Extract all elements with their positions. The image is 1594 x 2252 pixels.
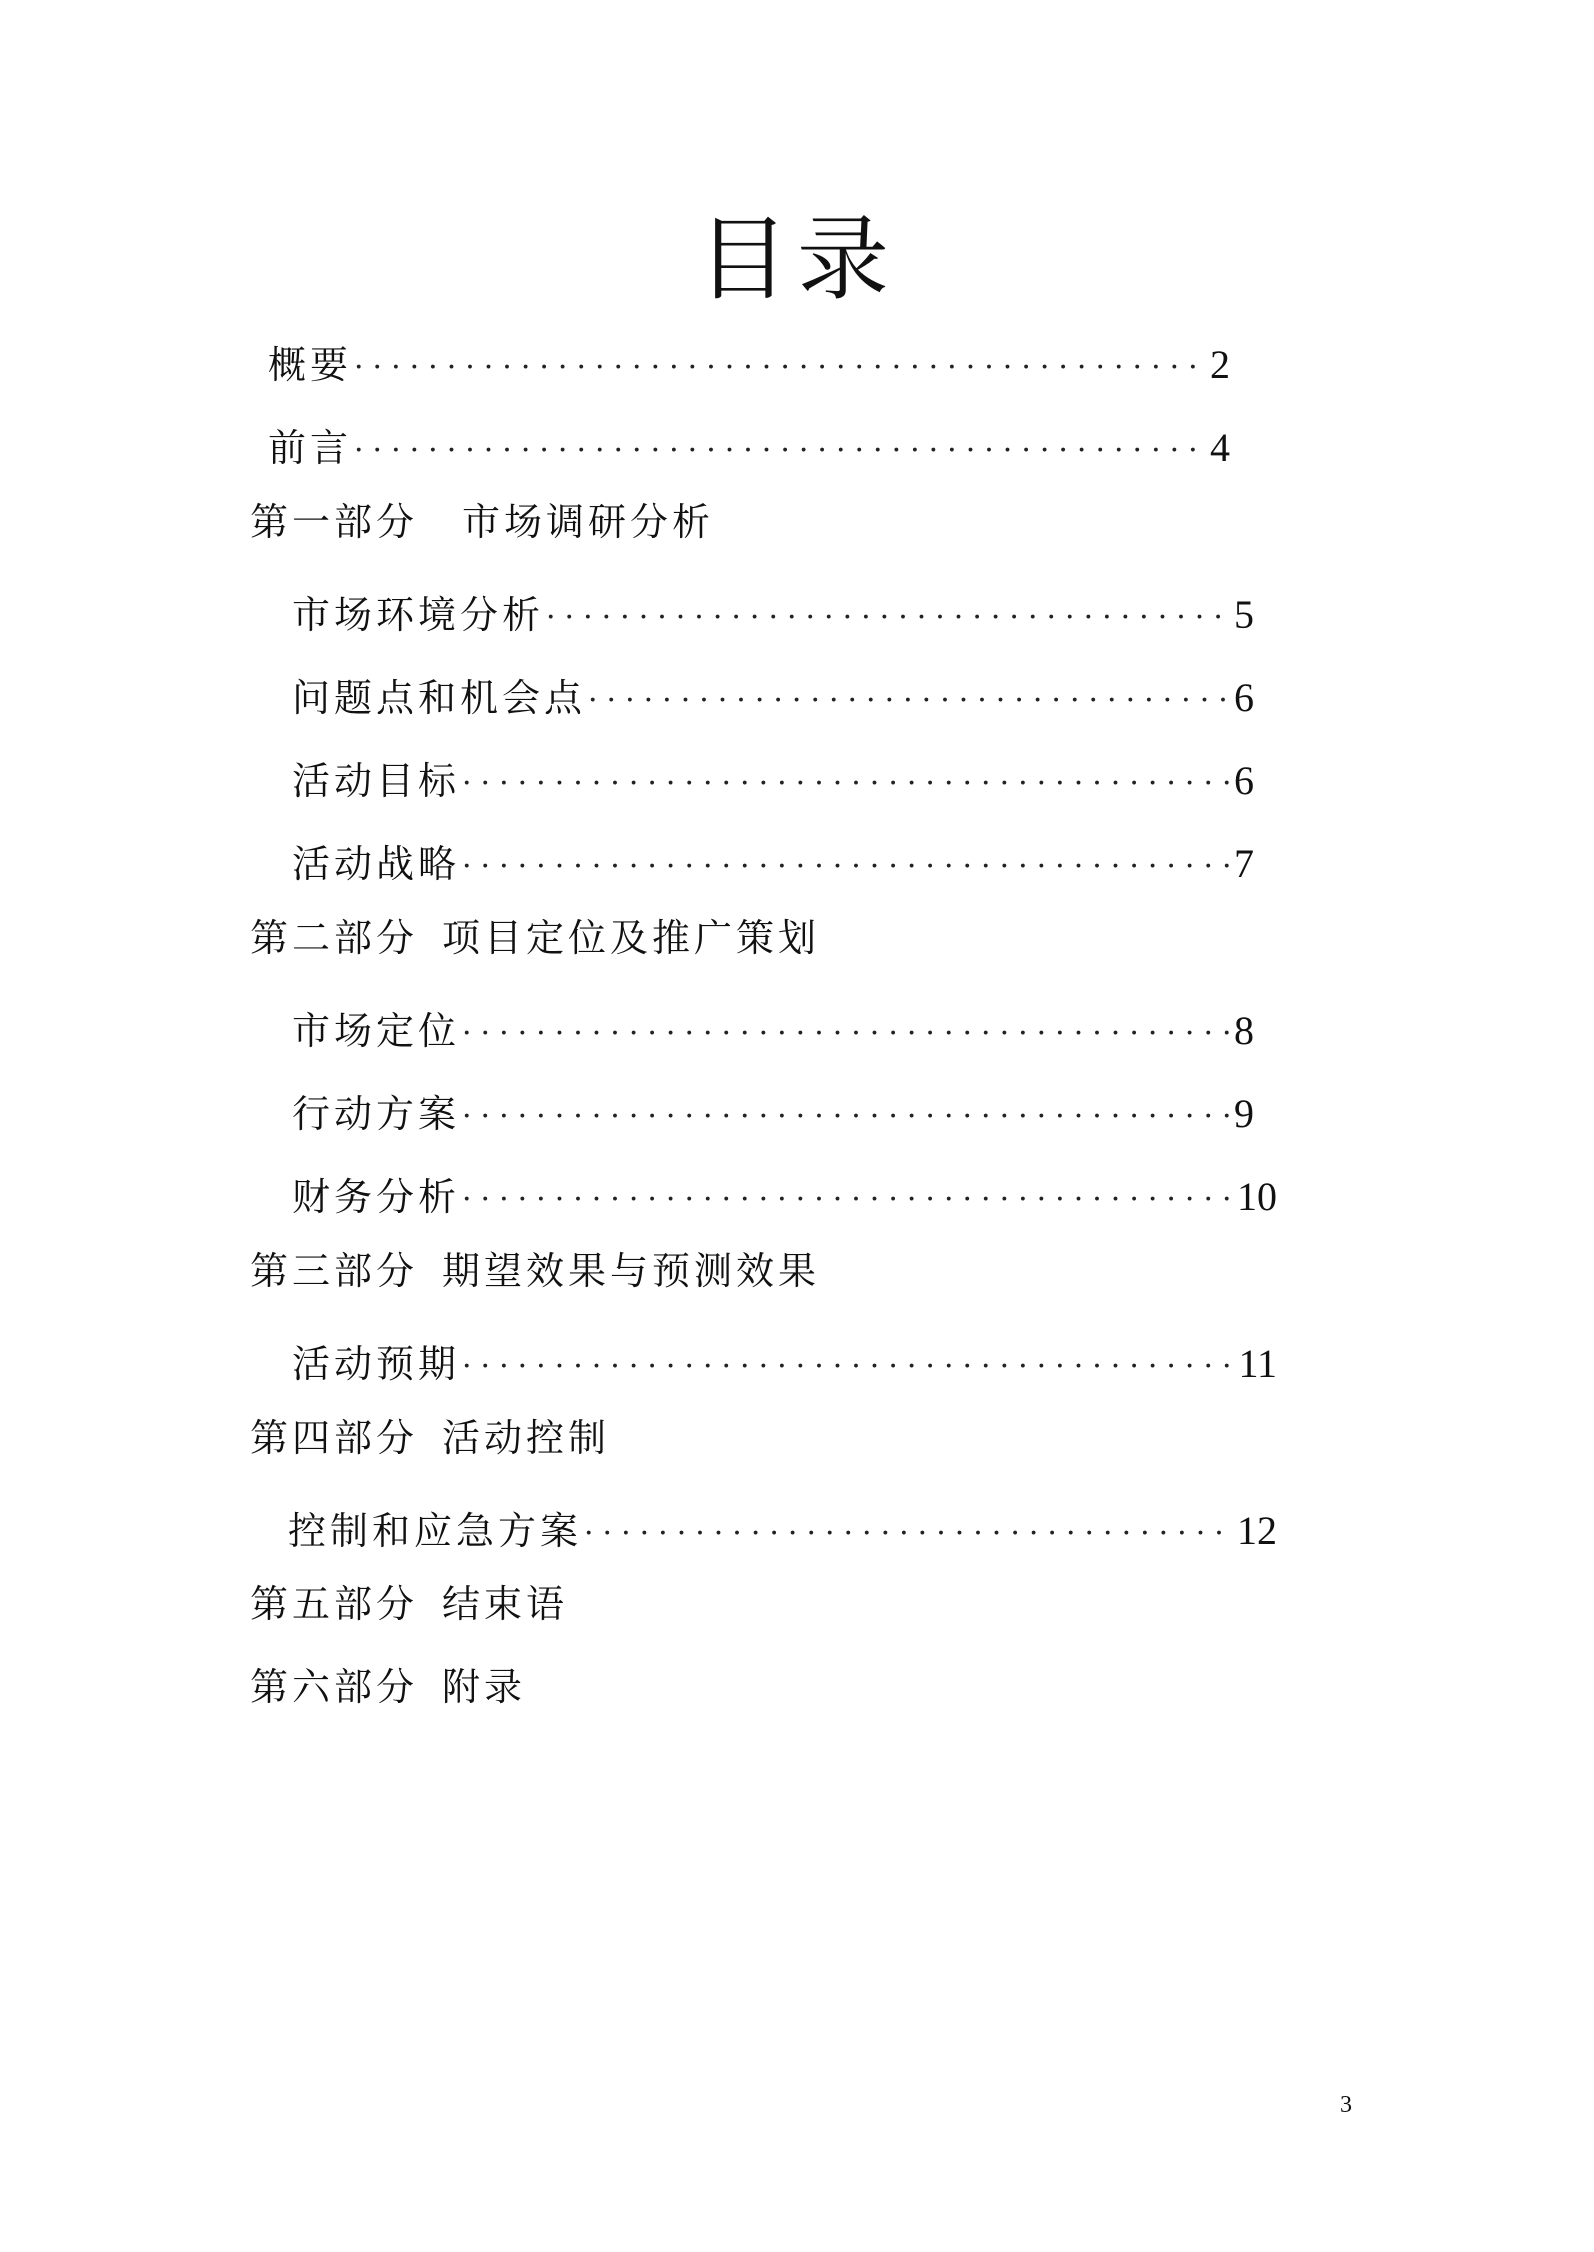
toc-leader-dots — [462, 1345, 1236, 1389]
toc-entry-label: 市场定位 — [292, 1009, 461, 1053]
toc-page-number: 10 — [1237, 1174, 1277, 1219]
part-number: 第六部分 — [250, 1665, 419, 1709]
toc-leader-dots — [462, 762, 1232, 806]
part-number: 第二部分 — [250, 916, 419, 960]
toc-entry-label: 问题点和机会点 — [292, 676, 587, 720]
part-number: 第五部分 — [250, 1582, 419, 1626]
toc-entry-label: 前言 — [268, 426, 353, 470]
toc-entry[interactable] — [292, 580, 1254, 640]
toc-page-number: 5 — [1234, 592, 1254, 637]
part-number: 第四部分 — [250, 1416, 419, 1460]
part-number: 第三部分 — [250, 1249, 419, 1293]
toc-leader-dots — [354, 429, 1208, 473]
toc-leader-dots — [462, 845, 1232, 889]
toc-part-3[interactable] — [250, 1246, 820, 1306]
toc-entry[interactable] — [292, 1329, 1277, 1389]
toc-part-6[interactable] — [250, 1662, 526, 1722]
toc-page-number: 11 — [1238, 1341, 1277, 1386]
toc-entry-label: 行动方案 — [292, 1092, 461, 1136]
toc-entry[interactable] — [292, 746, 1254, 806]
toc-entry-label: 市场环境分析 — [292, 593, 545, 637]
toc-entry[interactable] — [292, 829, 1254, 889]
page-title: 目录 — [696, 206, 897, 313]
toc-entry[interactable] — [292, 1162, 1277, 1222]
toc-entry-label: 控制和应急方案 — [288, 1509, 583, 1553]
toc-entry[interactable] — [288, 1496, 1277, 1556]
toc-page-number: 6 — [1234, 675, 1254, 720]
part-title: 市场调研分析 — [462, 500, 715, 544]
toc-leader-dots — [588, 679, 1232, 723]
toc-leader-dots — [546, 596, 1232, 640]
toc-entry-summary[interactable] — [268, 330, 1230, 390]
toc-part-4[interactable] — [250, 1413, 610, 1473]
toc-page-number: 4 — [1210, 425, 1230, 470]
toc-page-number: 7 — [1234, 841, 1254, 886]
part-number: 第一部分 — [250, 500, 419, 544]
toc-page-number: 8 — [1234, 1008, 1254, 1053]
toc-entry-label: 活动预期 — [292, 1342, 461, 1386]
part-title: 结束语 — [442, 1582, 569, 1626]
toc-entry[interactable] — [292, 1079, 1254, 1139]
toc-leader-dots — [462, 1012, 1232, 1056]
toc-page-number: 9 — [1234, 1091, 1254, 1136]
toc-entry-label: 财务分析 — [292, 1175, 461, 1219]
toc-entry[interactable] — [292, 663, 1254, 723]
part-title: 期望效果与预测效果 — [442, 1249, 821, 1293]
part-title: 项目定位及推广策划 — [442, 916, 821, 960]
toc-page-number: 2 — [1210, 342, 1230, 387]
toc-part-5[interactable] — [250, 1579, 568, 1639]
toc-leader-dots — [462, 1095, 1232, 1139]
toc-entry-label: 活动目标 — [292, 759, 461, 803]
toc-entry-label: 活动战略 — [292, 842, 461, 886]
toc-entry-preface[interactable] — [268, 413, 1230, 473]
toc-part-1[interactable] — [250, 497, 714, 557]
toc-leader-dots — [462, 1178, 1235, 1222]
toc-page-number: 12 — [1237, 1508, 1277, 1553]
toc-entry-label: 概要 — [268, 343, 353, 387]
page-footer-number: 3 — [1340, 2092, 1352, 2118]
part-title: 活动控制 — [442, 1416, 611, 1460]
toc-leader-dots — [354, 346, 1208, 390]
toc-page-number: 6 — [1234, 758, 1254, 803]
toc-leader-dots — [584, 1512, 1235, 1556]
toc-entry[interactable] — [292, 996, 1254, 1056]
toc-part-2[interactable] — [250, 913, 820, 973]
part-title: 附录 — [442, 1665, 527, 1709]
